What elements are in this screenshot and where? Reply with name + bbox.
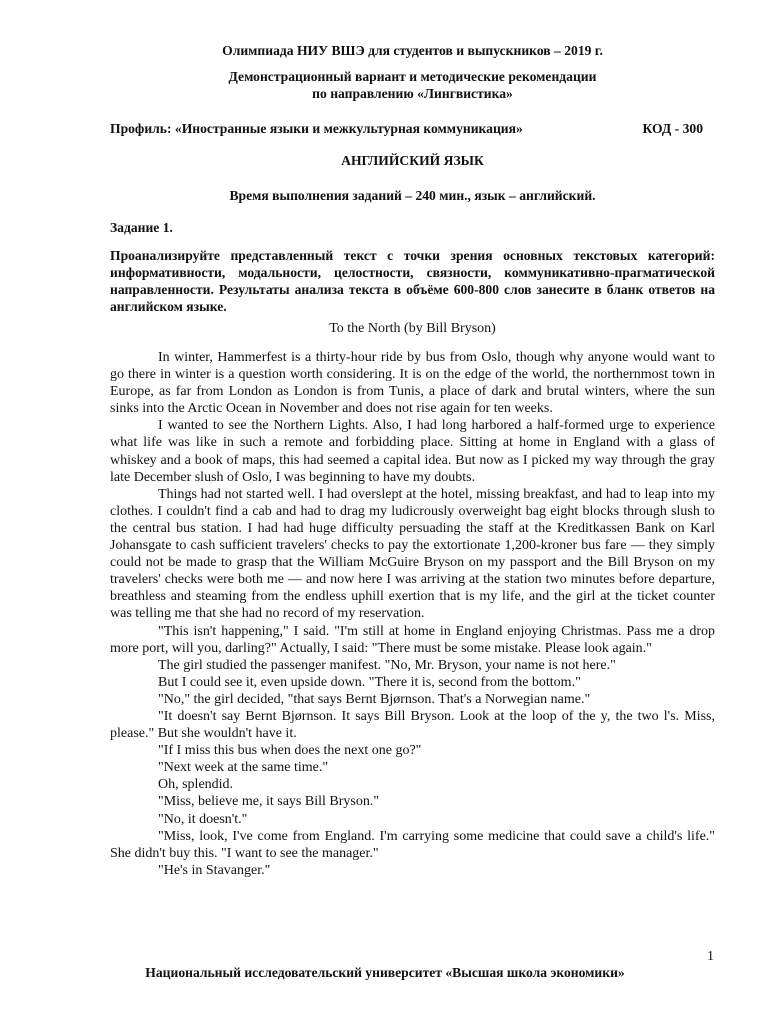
paragraph: "No," the girl decided, "that says Bernt Bjørnson. That's a Norwegian name.": [158, 691, 591, 707]
direction-heading: по направлению «Лингвистика»: [312, 86, 513, 101]
reading-text: [110, 349, 715, 879]
task-label: Задание 1.: [110, 220, 173, 235]
code-label: КОД - 300: [642, 121, 703, 136]
paragraph: Oh, splendid.: [158, 777, 234, 793]
university-footer: Национальный исследовательский университет «Высшая школа экономики»: [145, 965, 625, 980]
paragraph: "Miss, believe me, it says Bill Bryson.": [158, 794, 380, 810]
paragraph: "Miss, look, I've come from England. I'm carrying some medicine that could save a child's life." She didn't buy this. "I want to see the manager.": [110, 828, 715, 861]
demo-variant-heading: Демонстрационный вариант и методические рекомендации: [228, 69, 597, 84]
paragraph: "Next week at the same time.": [158, 760, 329, 776]
paragraph: But I could see it, even upside down. "There it is, second from the bottom.": [158, 674, 581, 690]
task-instruction: Проанализируйте представленный текст с точки зрения основных текстовых категорий: информативности, модальности, целостности, связности, коммуникативно-прагматической направленности. Результаты анализа текста в объёме 600-800 слов занесите в бланк ответов на английском языке.: [110, 248, 715, 315]
time-limit: Время выполнения заданий – 240 мин., язык – английский.: [229, 188, 596, 203]
paragraph: Things had not started well. I had overslept at the hotel, missing breakfast, and had to leap into my clothes. I couldn't find a cab and had to drag my ludicrously overweight bag eight blocks through slush to the central bus station. I had had huge difficulty persuading the staff at the Kreditkassen Bank on Karl Johansgate to cash sufficient travelers' checks to pay the extortionate 1,200-kroner bus fare — they simply could not be made to grasp that the William McGuire Bryson on my passport and the Bill Bryson on my travelers' checks were both me — and now here I was arriving at the station two minutes before departure, breathless and steaming from the endless uphill exertion that is my life, and the girl at the ticket counter was telling me that she had no record of my reservation.: [110, 486, 715, 622]
profile-label: Профиль: «Иностранные языки и межкультурная коммуникация»: [110, 121, 523, 136]
paragraph: "No, it doesn't.": [158, 811, 248, 827]
paragraph: The girl studied the passenger manifest. "No, Mr. Bryson, your name is not here.": [158, 657, 616, 673]
paragraph: "This isn't happening," I said. "I'm still at home in England enjoying Christmas. Pass me a drop more port, will you, darling?" Actually, I said: "There must be some mistake. Please look again.": [110, 623, 715, 656]
paragraph: "If I miss this bus when does the next one go?": [158, 743, 422, 759]
olympiad-heading: Олимпиада НИУ ВШЭ для студентов и выпускников – 2019 г.: [222, 43, 603, 58]
page-number: 1: [707, 949, 714, 964]
paragraph: I wanted to see the Northern Lights. Also, I had long harbored a half-formed urge to experience what life was like in such a remote and forbidding place. Sitting at home in England with a glass of whiskey and a book of maps, this had seemed a capital idea. But now as I picked my way through the gray late December slush of Oslo, I was beginning to have my doubts.: [110, 418, 715, 485]
profile-line: [110, 120, 715, 137]
text-title: To the North (by Bill Bryson): [329, 321, 496, 336]
paragraph: "He's in Stavanger.": [158, 862, 271, 878]
subject-heading: АНГЛИЙСКИЙ ЯЗЫК: [341, 153, 484, 168]
paragraph: In winter, Hammerfest is a thirty-hour ride by bus from Oslo, though why anyone would want to go there in winter is a question worth considering. It is on the edge of the world, the northernmost town in Europe, as far from London as London is from Tunis, a place of dark and brutal winters, where the sun sinks into the Arctic Ocean in November and does not rise again for ten weeks.: [110, 350, 715, 417]
paragraph: "It doesn't say Bernt Bjørnson. It says Bill Bryson. Look at the loop of the y, the two l's. Miss, please." But she wouldn't have it.: [110, 708, 715, 742]
